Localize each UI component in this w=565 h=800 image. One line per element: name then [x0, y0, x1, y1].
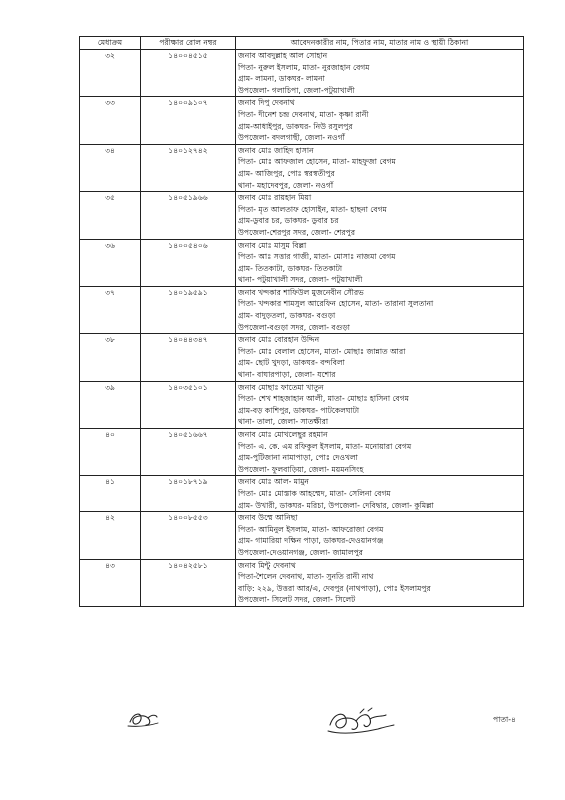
applicant-name: জনাব খন্দকার শাফিউল মুজনেবীন সৌরভ — [238, 287, 364, 297]
merit-number: ৪২ — [80, 512, 141, 559]
applicant-name: জনাব মোছাঃ ফাতেমা খাতুন — [238, 382, 324, 392]
roll-number: ১৪০০৯১০৭ — [141, 97, 236, 144]
roll-number: ১৪০০৫৪০৬ — [141, 239, 236, 286]
table-row — [80, 286, 524, 333]
merit-number: ৩৫ — [80, 192, 141, 239]
table-header-row — [80, 37, 524, 50]
table-row — [80, 381, 524, 428]
page-number: পাতা-৪ — [493, 715, 516, 724]
applicant-details — [236, 97, 524, 144]
table-row — [80, 476, 524, 512]
applicant-detail-line: গ্রাম- আজিপুর, পোঃ স্বরস্বতীপুর — [238, 168, 335, 178]
merit-number: ৩৮ — [80, 334, 141, 381]
table-row — [80, 239, 524, 286]
applicant-detail-line: পিতা- আঃ সত্তার গাজী, মাতা- মোসাঃ নাজমা বেগম — [238, 252, 396, 262]
applicant-detail-line: পিতা- মোঃ আফজাল হোসেন, মাতা- মাহফুজা বেগম — [238, 157, 396, 167]
roll-number: ১৪০১৯৫৯১ — [141, 286, 236, 333]
table-row — [80, 50, 524, 97]
applicant-detail-line: পিতা- মোঃ বেলাল হোসেন, মাতা- মোছাঃ জান্নাত আরা — [238, 346, 406, 356]
applicant-details — [236, 239, 524, 286]
applicant-name: জনাব আবদুল্লাহ আল সোহান — [238, 51, 328, 60]
applicant-detail-line: থানা- তালা, জেলা- সাতক্ষীরা — [238, 417, 329, 427]
applicant-detail-line: পিতা- দীনেশ চন্দ্র দেবনাথ, মাতা- কৃষ্ণা রানী — [238, 109, 369, 119]
roll-number: ১৪০৫১৯৬৬ — [141, 192, 236, 239]
applicant-details — [236, 50, 524, 97]
applicant-detail-line: গ্রাম- গামারিয়া দক্ষিন পাড়া, ডাকঘর-দেওয়ানগঞ্জ — [238, 536, 384, 546]
applicant-details — [236, 286, 524, 333]
applicant-details — [236, 476, 524, 512]
table-row — [80, 334, 524, 381]
applicant-name: জনাব মোঃ বোরহান উদ্দিন — [238, 335, 320, 345]
applicant-name: জনাব উম্মে আনিছা — [238, 513, 298, 523]
table-row — [80, 192, 524, 239]
applicant-detail-line: পিতা- মোঃ মোস্তাক আহম্মেদ, মাতা- সেলিনা বেগম — [238, 488, 391, 498]
merit-number: ৩৩ — [80, 97, 141, 144]
applicant-name: জনাব মিন্টু দেবনাথ — [238, 560, 296, 570]
applicant-detail-line: উপজেলা-দেওয়ানগঞ্জ, জেলা- জামালপুর — [238, 547, 363, 557]
merit-number: ৪০ — [80, 429, 141, 476]
merit-number: ৩২ — [80, 50, 141, 97]
applicant-detail-line: উপজেলা- ফুলবাড়িয়া, জেলা- ময়মনসিংহ — [238, 464, 364, 474]
applicant-detail-line: গ্রাম-পুটিজানা নামাপাড়া, পোঃ দেওখলা — [238, 453, 358, 463]
applicant-details — [236, 512, 524, 559]
applicant-details — [236, 144, 524, 191]
applicant-detail-line: গ্রাম-বড় কাশিপুর, ডাকঘর- পাটকেলঘাটা — [238, 405, 360, 415]
header-roll-number: পরীক্ষার রোল নম্বর — [141, 37, 236, 50]
applicant-detail-line: উপজেলা- বদলগাছী, জেলা- নওগাঁ — [238, 133, 345, 143]
roll-number: ১৪০৩৫১০১ — [141, 381, 236, 428]
applicant-detail-line: পিতা- খন্দকার শামসুল আরেফিন হোসেন, মাতা- তারানা সুলতানা — [238, 299, 434, 309]
applicant-details — [236, 559, 524, 606]
applicant-detail-line: পিতা- আমিনুল ইসলাম, মাতা- আফরোজা বেগম — [238, 524, 384, 534]
applicant-detail-line: পিতা- নুরুল ইসলাম, মাতা- নুরজাহান বেগম — [238, 62, 370, 72]
applicant-detail-line: উপজেলা- গলাচিপা, জেলা-পটুয়াখালী — [238, 85, 355, 95]
applicant-detail-line: উপজেলা- সিলেট সদর, জেলা- সিলেট — [238, 595, 356, 605]
applicant-detail-line: থানা- পটুয়াখালী সদর, জেলা- পটুয়াখালী — [238, 275, 363, 285]
merit-number: ৩৭ — [80, 286, 141, 333]
applicant-name: জনাব দিপু দেবনাথ — [238, 98, 295, 108]
merit-number: ৪৩ — [80, 559, 141, 606]
table-row — [80, 97, 524, 144]
merit-number: ৩৬ — [80, 239, 141, 286]
applicant-detail-line: গ্রাম- লামনা, ডাকঘর- লামনা — [238, 74, 325, 84]
signature-right — [320, 705, 400, 739]
roll-number: ১৪০০৪৫১৫ — [141, 50, 236, 97]
applicant-detail-line: বাড়ি: ২২৯, উত্তরা আর/এ, দেবপুর (নাথপাড়া), পোঃ ইসলামপুর — [238, 583, 431, 593]
merit-number: ৪১ — [80, 476, 141, 512]
applicant-name: জনাব মোঃ জাহিদ হাসান — [238, 145, 314, 155]
roll-number: ১৪০৪৪৩৪৭ — [141, 334, 236, 381]
applicant-details — [236, 192, 524, 239]
table-row — [80, 144, 524, 191]
applicant-details — [236, 334, 524, 381]
applicant-name: জনাব মোঃ মোখলেছুর রহমান — [238, 430, 328, 439]
header-applicant-details: আবেদনকারীর নাম, পিতার নাম, মাতার নাম ও স্থায়ী ঠিকানা — [236, 37, 524, 50]
applicant-detail-line: উপজেলা-শেরপুর সদর, জেলা- শেরপুর — [238, 227, 355, 237]
applicant-details — [236, 381, 524, 428]
merit-number: ৩৯ — [80, 381, 141, 428]
roll-number: ১৪০১২৭৪২ — [141, 144, 236, 191]
table-body — [80, 50, 524, 607]
applicant-detail-line: থানা- বাঘারপাড়া, জেলা- যশোর — [238, 370, 336, 380]
merit-number: ৩৪ — [80, 144, 141, 191]
roll-number: ১৪০৪২৫৮১ — [141, 559, 236, 606]
header-merit: মেধাক্রম — [80, 37, 141, 50]
table-row — [80, 512, 524, 559]
applicant-detail-line: উপজেলা-বগুড়া সদর, জেলা- বগুড়া — [238, 322, 350, 332]
applicant-detail-line: গ্রাম-ডুবার চর, ডাকঘর- ডুবার চর — [238, 216, 339, 226]
table-row — [80, 429, 524, 476]
applicant-detail-line: গ্রাম- উখারী, ডাকঘর- মরিচা, উপজেলা- দেবিদ্বার, জেলা- কুমিল্লা — [238, 500, 434, 510]
applicant-name: জনাব মোঃ আল- মামুন — [238, 477, 309, 487]
roll-number: ১৪০৫১৬৬৭ — [141, 429, 236, 476]
applicant-detail-line: গ্রাম- বাদুড়তলা, ডাকঘর- বগুড়া — [238, 311, 336, 321]
roll-number: ১৪০০৮৫৫৩ — [141, 512, 236, 559]
applicant-detail-line: গ্রাম- ছোট খুদড়া, ডাকঘর- বন্দবিলা — [238, 358, 345, 368]
applicant-detail-line: পিতা-শৈলেন দেবনাথ, মাতা- সুনতি রানী নাথ — [238, 572, 374, 582]
applicant-name: জনাব মোঃ রায়হান মিয়া — [238, 193, 312, 203]
signature-initial-left — [124, 708, 164, 730]
table-row — [80, 559, 524, 606]
applicant-detail-line: পিতা- শেখ শাহজাহান আলী, মাতা- মোছাঃ হাসিনা বেগম — [238, 394, 409, 404]
merit-list-table — [79, 36, 524, 607]
applicant-detail-line: গ্রাম-আধাইপুর, ডাকঘর- নিউ রসুলপুর — [238, 121, 353, 131]
roll-number: ১৪০১৮৭১৯ — [141, 476, 236, 512]
applicant-details — [236, 429, 524, 476]
applicant-detail-line: পিতা- মৃত আলতাফ হোসাইন, মাতা- হাছনা বেগম — [238, 204, 387, 214]
applicant-detail-line: গ্রাম- তিতকাটা, ডাকঘর- তিতকাটা — [238, 263, 343, 273]
applicant-detail-line: থানা- মহাদেবপুর, জেলা- নওগাঁ — [238, 180, 334, 190]
applicant-name: জনাব মোঃ মাসুম বিল্লা — [238, 240, 307, 250]
applicant-detail-line: পিতা- এ. কে. এম রফিকুল ইসলাম, মাতা- মনোয়ারা বেগম — [238, 441, 412, 451]
